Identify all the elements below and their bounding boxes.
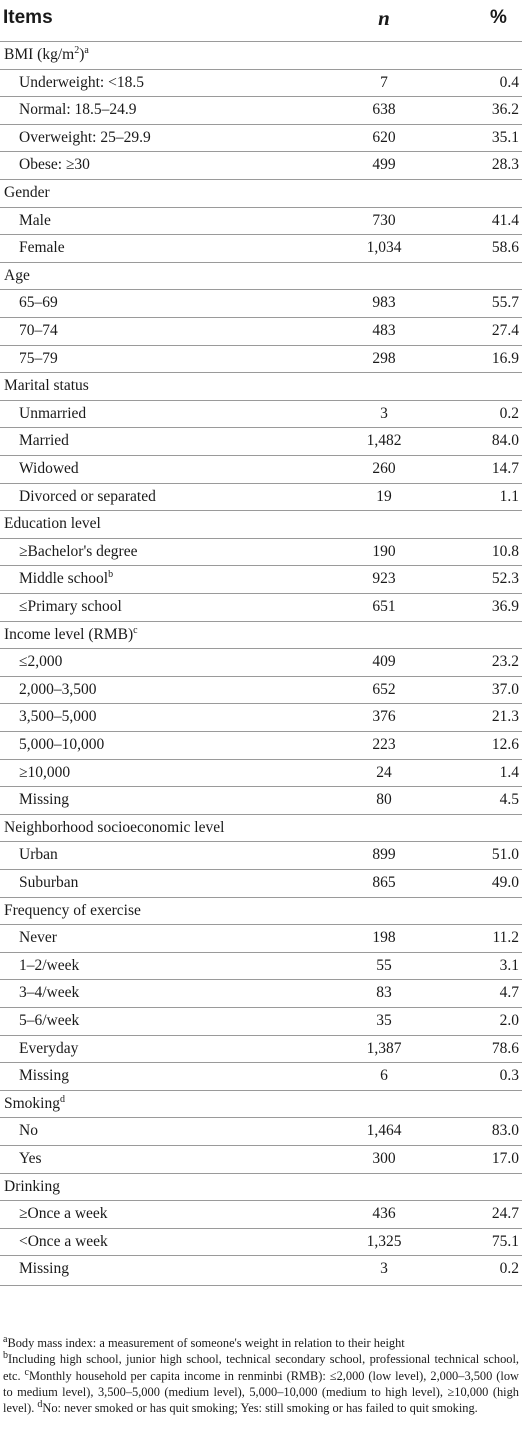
count-cell: 923: [372, 570, 396, 588]
section-label: Drinking: [4, 1177, 60, 1195]
row-label: Unmarried: [19, 404, 87, 422]
row-label: 65–69: [19, 294, 58, 312]
count-cell: 409: [372, 653, 396, 671]
count-cell: 300: [372, 1150, 396, 1167]
percent-cell: 75.1: [491, 1232, 519, 1250]
count-cell: 1,387: [366, 1039, 402, 1057]
table-row: [0, 1145, 522, 1173]
footnote-b: Including high school, junior high school, technical secondary school, professional technical school, etc.: [3, 1352, 519, 1383]
count-cell: 499: [372, 156, 396, 174]
footnote-a: Body mass index: a measurement of someone's weight in relation to their height: [7, 1336, 405, 1350]
count-cell: 24: [376, 763, 392, 781]
count-cell: 198: [372, 929, 396, 947]
row-label: Yes: [19, 1150, 42, 1167]
percent-cell: 84.0: [491, 432, 519, 450]
table-row: [0, 69, 522, 97]
count-cell: 865: [372, 874, 396, 891]
percent-cell: 2.0: [499, 1012, 519, 1029]
count-cell: 3: [380, 1260, 388, 1278]
count-cell: 376: [372, 708, 396, 726]
count-cell: 223: [372, 736, 396, 753]
footnote-d: No: never smoked or has quit smoking; Yes: still smoking or has failed to quit smoking.: [42, 1401, 478, 1416]
table-row: [0, 345, 522, 373]
percent-cell: 0.4: [499, 73, 519, 91]
table-row: [0, 234, 522, 262]
percent-cell: 16.9: [491, 349, 519, 367]
percent-cell: 36.9: [491, 598, 519, 615]
table-row: [0, 759, 522, 787]
section-label: Age: [4, 266, 30, 284]
count-cell: 652: [372, 680, 396, 698]
table-row: [0, 1255, 522, 1283]
count-cell: 83: [376, 984, 392, 1002]
row-label: Never: [19, 929, 57, 947]
count-cell: 260: [372, 460, 396, 477]
row-label: Missing: [19, 1260, 69, 1278]
section-label: Marital status: [4, 377, 89, 395]
count-cell: 80: [376, 791, 392, 809]
percent-cell: 3.1: [499, 956, 519, 974]
percent-cell: 0.3: [499, 1067, 519, 1085]
row-label: Missing: [19, 1067, 69, 1085]
count-cell: 899: [372, 846, 396, 864]
row-label: 75–79: [19, 349, 58, 367]
row-label: No: [19, 1122, 38, 1140]
table-row: [0, 952, 522, 980]
percent-cell: 1.4: [499, 763, 519, 781]
table-row: [0, 676, 522, 704]
row-label: Urban: [19, 846, 58, 864]
count-cell: 1,325: [366, 1232, 402, 1250]
table-footnotes: [3, 1335, 519, 1416]
table-row: [0, 979, 522, 1007]
table-row: [0, 151, 522, 179]
row-label: Widowed: [19, 460, 79, 477]
percent-cell: 28.3: [491, 156, 519, 174]
count-cell: 190: [372, 542, 396, 560]
table-row: [0, 703, 522, 731]
count-cell: 3: [380, 404, 388, 422]
table-row: [0, 427, 522, 455]
table-row: [0, 400, 522, 428]
count-cell: 483: [372, 322, 396, 339]
footnote-a-mark: a: [3, 1333, 8, 1345]
row-label: Underweight: <18.5: [19, 73, 144, 91]
percent-cell: 10.8: [491, 542, 519, 560]
count-cell: 651: [372, 598, 396, 615]
count-cell: 35: [376, 1012, 392, 1029]
percent-cell: 27.4: [491, 322, 519, 339]
table-row: [0, 1035, 522, 1063]
percent-cell: 21.3: [491, 708, 519, 726]
table-row: [0, 483, 522, 511]
table-row: [0, 841, 522, 869]
count-cell: 983: [372, 294, 396, 312]
row-label: 1–2/week: [19, 956, 80, 974]
table-row: [0, 1007, 522, 1035]
table-row: [0, 731, 522, 759]
percent-cell: 52.3: [491, 570, 519, 588]
section-row: [0, 262, 522, 290]
count-cell: 7: [380, 73, 388, 91]
section-row: [0, 1173, 522, 1201]
table-row: [0, 538, 522, 566]
row-label: 2,000–3,500: [19, 680, 97, 698]
table-row: [0, 786, 522, 814]
table-row: [0, 317, 522, 345]
table-bottom-rule: [0, 1285, 522, 1286]
section-row: [0, 621, 522, 649]
section-row: [0, 897, 522, 925]
section-row: [0, 41, 522, 69]
percent-cell: 36.2: [491, 101, 519, 119]
count-cell: 1,034: [366, 239, 402, 257]
section-label: Smoking$^d$: [4, 1093, 65, 1112]
table-row: [0, 124, 522, 152]
section-row: [0, 510, 522, 538]
table-row: [0, 869, 522, 897]
count-cell: 298: [372, 349, 396, 367]
percent-cell: 49.0: [491, 874, 519, 891]
count-cell: 1,464: [366, 1122, 402, 1140]
footnote-c: Monthly household per capita income in renminbi (RMB): ≤2,000 (low level), 2,000–3,500 (low to medium level), 3,500–5,000 (medium level), 5,000–10,000 (medium to high level), ≥10,000 (high level).: [3, 1368, 520, 1416]
row-label: 70–74: [19, 322, 58, 339]
section-label: Frequency of exercise: [4, 901, 141, 919]
count-cell: 19: [376, 487, 392, 505]
percent-cell: 83.0: [491, 1122, 519, 1140]
footnote-b-mark: b: [3, 1350, 8, 1362]
table-row: [0, 1062, 522, 1090]
percent-cell: 11.2: [492, 929, 519, 947]
row-label: 5,000–10,000: [19, 736, 105, 753]
percent-cell: 12.6: [491, 736, 519, 753]
count-cell: 730: [372, 211, 396, 229]
row-label: <Once a week: [19, 1232, 108, 1250]
row-label: Female: [19, 239, 65, 257]
row-label: Normal: 18.5–24.9: [19, 101, 137, 119]
table-header: [0, 0, 522, 41]
count-cell: 6: [380, 1067, 388, 1085]
section-row: [0, 179, 522, 207]
count-cell: 638: [372, 101, 396, 119]
percent-cell: 4.7: [499, 984, 519, 1002]
section-row: [0, 372, 522, 400]
row-label: 3,500–5,000: [19, 708, 97, 726]
percent-cell: 78.6: [491, 1039, 519, 1057]
percent-cell: 14.7: [491, 460, 519, 477]
row-label: Married: [19, 432, 69, 450]
header-n: n: [378, 6, 390, 30]
table-row: [0, 1228, 522, 1256]
section-label: Neighborhood socioeconomic level: [4, 818, 225, 836]
row-label: 3–4/week: [19, 984, 80, 1002]
row-label: ≥Bachelor's degree: [19, 542, 138, 560]
section-row: [0, 814, 522, 842]
table-row: [0, 455, 522, 483]
count-cell: 55: [376, 956, 392, 974]
percent-cell: 17.0: [491, 1150, 519, 1167]
table-row: [0, 289, 522, 317]
footnote-c-mark: c: [24, 1366, 29, 1378]
count-cell: 620: [372, 128, 396, 146]
header-percent: %: [490, 7, 507, 28]
percent-cell: 55.7: [491, 294, 519, 312]
row-label: ≥Once a week: [19, 1205, 108, 1223]
row-label: 5–6/week: [19, 1012, 80, 1029]
percent-cell: 0.2: [499, 404, 519, 422]
percent-cell: 51.0: [491, 846, 519, 864]
percent-cell: 23.2: [491, 653, 519, 671]
row-label: Suburban: [19, 874, 79, 891]
section-label: Education level: [4, 515, 101, 533]
percent-cell: 37.0: [491, 680, 519, 698]
percent-cell: 41.4: [491, 211, 519, 229]
percent-cell: 1.1: [499, 487, 519, 505]
footnote-d-mark: d: [37, 1399, 43, 1411]
table-row: [0, 207, 522, 235]
row-label: Missing: [19, 791, 69, 809]
table-row: [0, 96, 522, 124]
row-label: Obese: ≥30: [19, 156, 90, 174]
section-row: [0, 1090, 522, 1118]
row-label: Overweight: 25–29.9: [19, 128, 151, 146]
row-label: ≤Primary school: [19, 598, 122, 615]
table-row: [0, 924, 522, 952]
table-row: [0, 593, 522, 621]
table-row: [0, 1200, 522, 1228]
row-label: Divorced or separated: [19, 487, 156, 505]
percent-cell: 35.1: [491, 128, 519, 146]
row-label: Everyday: [19, 1039, 79, 1057]
section-label: BMI $(kg/m^2)^a$: [4, 44, 89, 63]
row-label: ≥10,000: [19, 763, 71, 781]
table-row: [0, 648, 522, 676]
percent-cell: 24.7: [491, 1205, 519, 1223]
percent-cell: 58.6: [491, 239, 519, 257]
row-label: Male: [19, 211, 51, 229]
percent-cell: 4.5: [499, 791, 519, 809]
count-cell: 1,482: [366, 432, 402, 450]
table-row: [0, 565, 522, 593]
header-items: Items: [3, 7, 53, 28]
row-label: Middle school$^b$: [19, 569, 114, 588]
row-label: ≤2,000: [19, 653, 63, 671]
section-label: Gender: [4, 184, 50, 201]
percent-cell: 0.2: [499, 1260, 519, 1278]
count-cell: 436: [372, 1205, 396, 1223]
section-label: Income level (RMB)$^c$: [4, 624, 138, 643]
table-row: [0, 1117, 522, 1145]
